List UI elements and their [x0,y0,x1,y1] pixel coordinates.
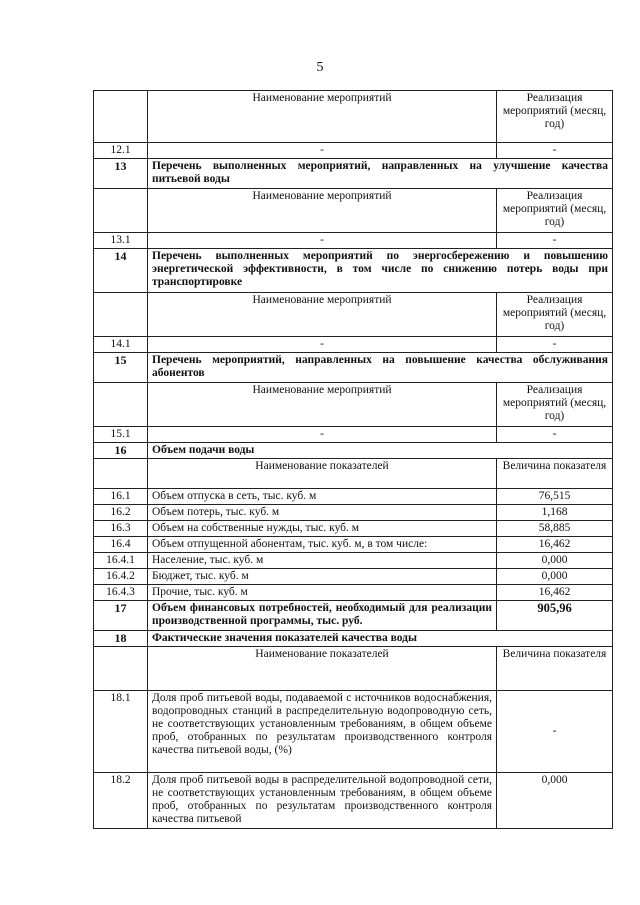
dash-cell: - [497,233,613,249]
dash-cell: - [497,143,613,159]
indicator-name: Доля проб питьевой воды, подаваемой с источников водоснабжения, водопроводных станций в распределительную водопроводную сеть, не соответствующих установленным требованиям, в общем объеме проб, отобранных по результатам производственного контроля качества питьевой воды, (%) [148,691,497,773]
indicator-name: Объем отпущенной абонентам, тыс. куб. м, в том числе: [148,537,497,553]
section-title: Перечень выполненных мероприятий, направленных на улучшение качества питьевой воды [148,159,613,189]
row-number: 16.4.1 [94,553,148,569]
table-row [94,489,613,505]
table-row [94,337,613,353]
row-number: 15.1 [94,427,148,443]
row-number: 12.1 [94,143,148,159]
dash-cell: - [148,233,497,249]
row-number: 18.1 [94,691,148,773]
table-row [94,569,613,585]
table-row [94,233,613,249]
table-row [94,505,613,521]
table-row [94,521,613,537]
section-number: 14 [94,249,148,293]
row-number: 16.4.2 [94,569,148,585]
dash-cell: - [497,427,613,443]
dash-cell: - [148,143,497,159]
section-title: Фактические значения показателей качества воды [148,631,613,647]
row-number: 16.1 [94,489,148,505]
empty-cell [94,383,148,427]
page-number: 5 [316,60,324,75]
indicator-value: 76,515 [497,489,613,505]
row-number: 13.1 [94,233,148,249]
indicator-value: 0,000 [497,773,613,829]
header-implementation: Реализация мероприятий (месяц, год) [497,189,613,233]
row-number: 16.2 [94,505,148,521]
row-number: 16.4.3 [94,585,148,601]
table-row [94,459,613,489]
row-number: 14.1 [94,337,148,353]
indicator-name: Прочие, тыс. куб. м [148,585,497,601]
header-implementation: Реализация мероприятий (месяц, год) [497,293,613,337]
indicator-value: 0,000 [497,569,613,585]
indicator-value: 0,000 [497,553,613,569]
table-row [94,427,613,443]
section-number: 15 [94,353,148,383]
table-row [94,443,613,459]
table-row [94,585,613,601]
section-number: 13 [94,159,148,189]
section-title: Перечень мероприятий, направленных на повышение качества обслуживания абонентов [148,353,613,383]
header-measures-name: Наименование мероприятий [148,293,497,337]
empty-cell [94,459,148,489]
empty-cell [94,91,148,143]
table-row [94,353,613,383]
indicator-value: - [497,691,613,773]
table-row [94,691,613,773]
header-measures-name: Наименование мероприятий [148,189,497,233]
table-row [94,537,613,553]
dash-cell: - [148,427,497,443]
indicator-name: Бюджет, тыс. куб. м [148,569,497,585]
table-row [94,773,613,829]
indicator-name: Объем отпуска в сеть, тыс. куб. м [148,489,497,505]
financial-value: 905,96 [497,601,613,631]
program-table [93,90,613,829]
section-title: Перечень выполненных мероприятий по энергосбережению и повышению энергетической эффективности, в том числе по снижению потерь воды при транспортировке [148,249,613,293]
empty-cell [94,647,148,691]
row-number: 16.3 [94,521,148,537]
header-indicator-value: Величина показателя [497,459,613,489]
section-title: Объем подачи воды [148,443,613,459]
empty-cell [94,293,148,337]
header-implementation: Реализация мероприятий (месяц, год) [497,91,613,143]
empty-cell [94,189,148,233]
table-row [94,601,613,631]
section-number: 16 [94,443,148,459]
indicator-value: 58,885 [497,521,613,537]
row-number: 18.2 [94,773,148,829]
table-row [94,647,613,691]
table-row [94,91,613,143]
header-measures-name: Наименование мероприятий [148,91,497,143]
table-row [94,249,613,293]
header-indicators-name: Наименование показателей [148,459,497,489]
indicator-name: Объем потерь, тыс. куб. м [148,505,497,521]
table-row [94,159,613,189]
table-row [94,553,613,569]
indicator-name: Объем на собственные нужды, тыс. куб. м [148,521,497,537]
indicator-value: 16,462 [497,585,613,601]
header-measures-name: Наименование мероприятий [148,383,497,427]
dash-cell: - [497,337,613,353]
table-row [94,189,613,233]
section-number: 17 [94,601,148,631]
row-number: 16.4 [94,537,148,553]
section-number: 18 [94,631,148,647]
table-row [94,383,613,427]
indicator-name: Доля проб питьевой воды в распределительной водопроводной сети, не соответствующих установленным требованиям, в общем объеме проб, отобранных по результатам производственного контроля качества питьевой [148,773,497,829]
dash-cell: - [148,337,497,353]
table-row [94,143,613,159]
header-indicator-value: Величина показателя [497,647,613,691]
header-implementation: Реализация мероприятий (месяц, год) [497,383,613,427]
indicator-value: 1,168 [497,505,613,521]
table-row [94,631,613,647]
table-row [94,293,613,337]
section-title: Объем финансовых потребностей, необходимый для реализации производственной программы, тыс. руб. [148,601,497,631]
header-indicators-name: Наименование показателей [148,647,497,691]
indicator-name: Население, тыс. куб. м [148,553,497,569]
indicator-value: 16,462 [497,537,613,553]
